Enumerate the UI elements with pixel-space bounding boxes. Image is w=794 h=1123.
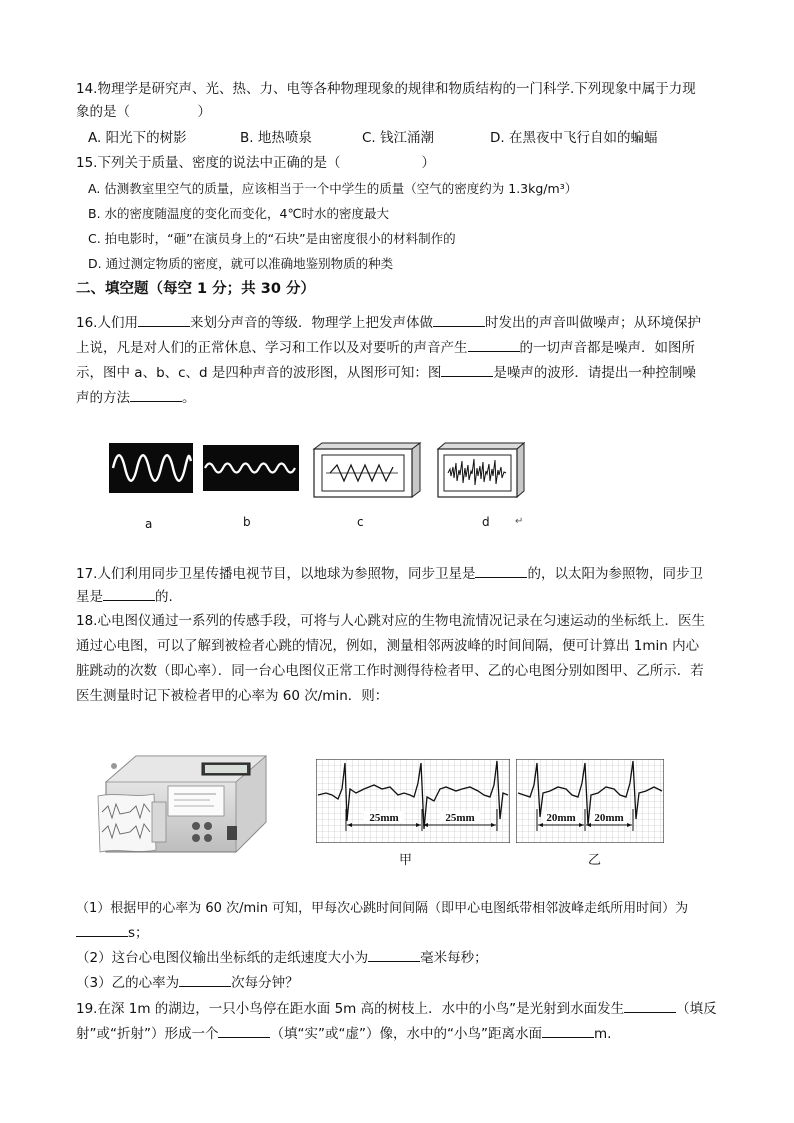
q16-text-3b: 是噪声的波形．请提出一种控制噪 [493,365,696,381]
q19-blank-3[interactable] [542,1023,594,1038]
q16-text-4b: 。 [182,390,196,406]
q19-text-1a: 19.在深 1m 的湖边，一只小鸟停在距水面 5m 高的树枝上．水中的小鸟”是光射到水面发生 [76,1001,625,1017]
waveform-b [203,445,299,491]
q18-text-3b: 次每分钟？ [231,975,299,991]
q16-line3 [76,362,696,382]
q14-stem-line2: 象的是（ ） [76,104,211,120]
q19-text-2a: 射”或“折射”）形成一个 [76,1026,219,1042]
q16-text-3a: 示，图中 a、b、c、d 是四种声音的波形图，从图形可知：图 [76,365,442,381]
q18-text-1b: s； [128,925,149,941]
q14-option-a: A. 阳光下的树影 [88,130,187,146]
q18-line3: 脏跳动的次数（即心率）．同一台心电图仪正常工作时测得待检者甲、乙的心电图分别如图甲、乙所示．若 [76,663,704,679]
q17-text-2b: 的. [155,589,173,605]
q17-line2 [76,586,173,606]
q19-line1 [76,998,717,1018]
q17-text-1b: 的，以太阳为参照物，同步卫 [527,566,703,582]
q19-blank-1[interactable] [624,998,676,1013]
q16-blank-3[interactable] [468,337,520,352]
q18-blank-1[interactable] [76,922,128,937]
q18-line1: 18.心电图仪通过一系列的传感手段，可将与人心跳对应的生物电流情况记录在匀速运动的坐标纸上．医生 [76,613,705,629]
q16-text-1a: 16.人们用 [76,315,138,331]
waveform-c [312,441,422,499]
q16-blank-4[interactable] [441,362,493,377]
q16-text-2a: 上说，凡是对人们的正常休息、学习和工作以及对要听的声音产生 [76,340,468,356]
q16-line4 [76,387,196,407]
q19-text-2b: （填“实”或“虚”）像，水中的“小鸟”距离水面 [270,1026,542,1042]
q15-option-b: B. 水的密度随温度的变化而变化，4℃时水的密度最大 [88,206,390,221]
q15-stem: 15.下列关于质量、密度的说法中正确的是（ ） [76,155,435,171]
q14-option-b: B. 地热喷泉 [240,130,312,146]
section-heading: 二、填空题（每空 1 分；共 30 分） [76,281,315,297]
q19-text-1b: （填反 [676,1001,717,1017]
ecg-label-b: 乙 [588,853,602,868]
q16-text-2b: 的一切声音都是噪声．如图所 [519,340,695,356]
q18-line2: 通过心电图，可以了解到被检者心跳的情况，例如，测量相邻两波峰的时间间隔，便可计算出 1min 内心 [76,638,700,654]
q14-stem-line1: 14.物理学是研究声、光、热、力、电等各种物理现象的规律和物质结构的一门科学.下列现象中属于力现 [76,81,696,97]
q16-blank-1[interactable] [138,312,190,327]
q15-option-d: D. 通过测定物质的密度，就可以准确地鉴别物质的种类 [88,256,394,271]
q18-blank-2[interactable] [368,947,420,962]
q14-option-c: C. 钱江涌潮 [362,130,435,146]
q19-text-2c: m. [593,1026,612,1042]
waveform-a [109,443,193,493]
q17-blank-1[interactable] [475,563,527,578]
q18-line4: 医生测量时记下被检者甲的心率为 60 次/min．则： [76,688,389,704]
q16-blank-5[interactable] [130,387,182,402]
ecg-a-dim-1: 25mm [369,812,399,824]
q17-text-2a: 星是 [76,589,103,605]
ecg-a-dim-2: 25mm [445,812,475,824]
q18-sub3 [76,972,299,992]
waveform-label-b: b [243,515,251,529]
waveform-d [436,441,526,499]
return-mark-icon: ↵ [515,516,524,527]
q19-line2 [76,1023,611,1043]
q16-line1 [76,312,701,332]
q16-line2 [76,337,695,357]
q19-blank-2[interactable] [218,1023,270,1038]
q16-text-4a: 声的方法 [76,390,130,406]
ecg-b-dim-2: 20mm [594,812,624,824]
waveform-label-a: a [145,517,153,531]
q14-option-d: D. 在黑夜中飞行自如的蝙蝠 [490,130,658,146]
q18-text-3a: （3）乙的心率为 [76,975,180,991]
q18-blank-3[interactable] [179,972,231,987]
q16-text-1b: 来划分声音的等级．物理学上把发声体做 [189,315,433,331]
q17-blank-2[interactable] [103,586,155,601]
q18-text-2b: 毫米每秒； [420,950,488,966]
q15-option-c: C. 拍电影时，“砸”在演员身上的“石块”是由密度很小的材料制作的 [88,231,456,246]
q16-blank-2[interactable] [433,312,485,327]
q18-sub2 [76,947,488,967]
q15-option-a: A. 估测教室里空气的质量，应该相当于一个中学生的质量（空气的密度约为 1.3kg/m³） [88,181,578,196]
ecg-machine-image [96,752,272,864]
waveform-label-d: d [482,515,490,529]
q16-text-1c: 时发出的声音叫做噪声；从环境保护 [484,315,701,331]
q18-sub1-line1: （1）根据甲的心率为 60 次/min 可知，甲每次心跳时间间隔（即甲心电图纸带相邻波峰走纸所用时间）为 [76,901,689,916]
ecg-chart-b [516,759,664,843]
q18-text-2a: （2）这台心电图仪输出坐标纸的走纸速度大小为 [76,950,369,966]
ecg-label-a: 甲 [399,853,413,868]
q17-line1 [76,563,703,583]
ecg-b-dim-1: 20mm [546,812,576,824]
ecg-chart-a [316,759,510,843]
q17-text-1a: 17.人们利用同步卫星传播电视节目，以地球为参照物，同步卫星是 [76,566,476,582]
q18-sub1-line2 [76,922,149,942]
waveform-label-c: c [357,515,364,529]
